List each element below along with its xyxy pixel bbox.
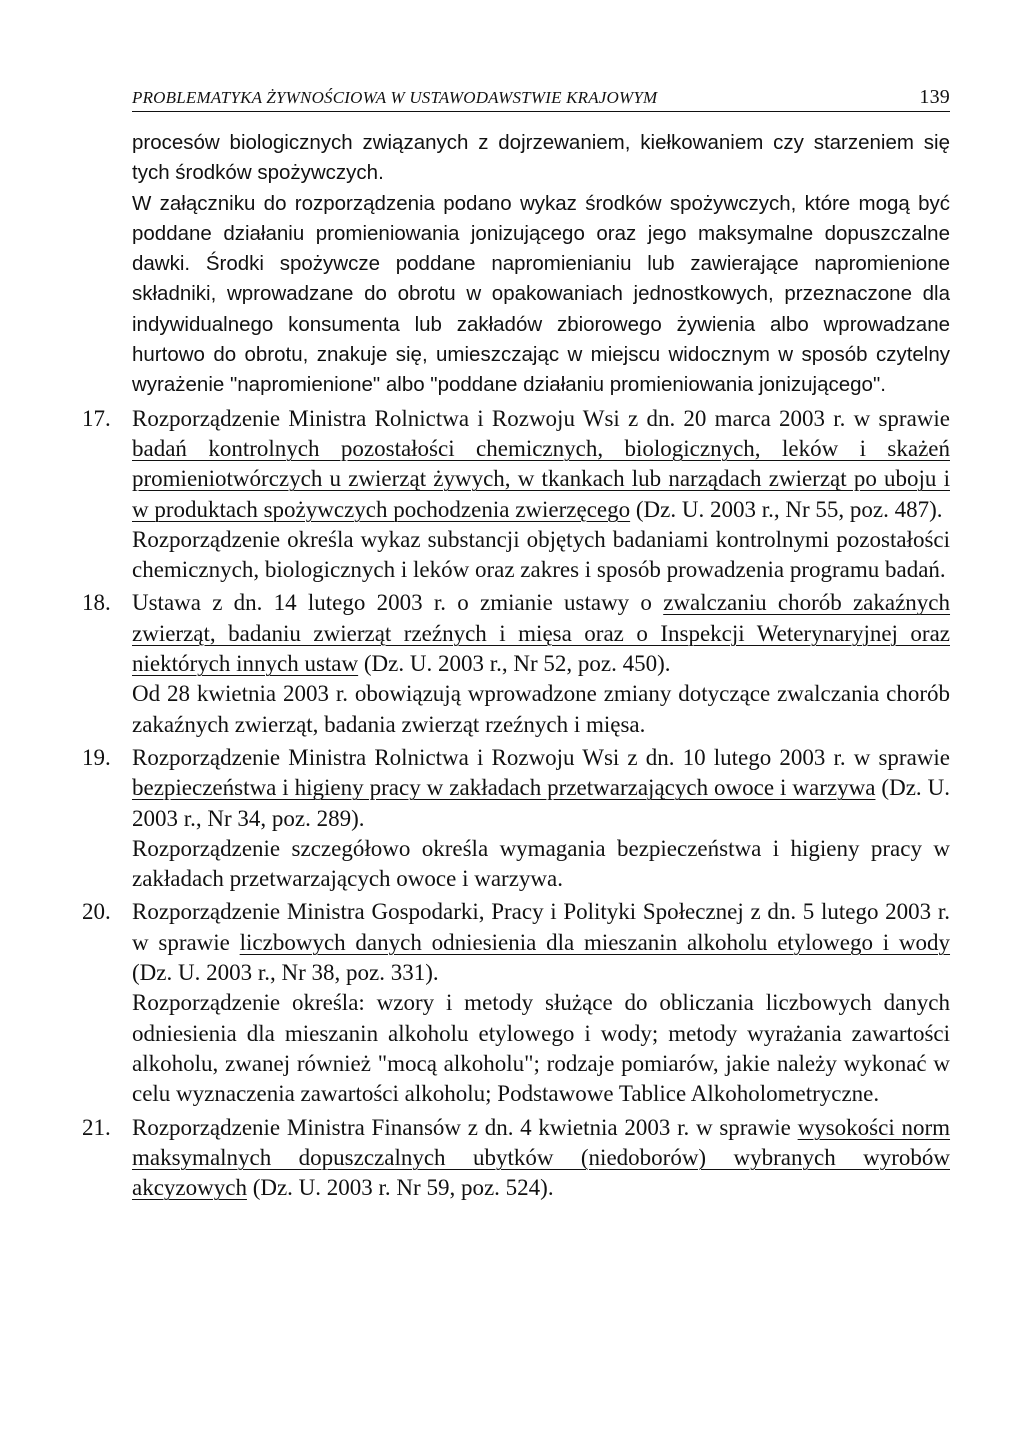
intro-sentence-3: Środki spożywcze poddane napromienianiu lub zawierające napromienione składniki, wprowadzane do obrotu w opakowaniach jednostkowych, przeznaczone dla indywidualnego konsumenta lub zakładów zbiorowego żywienia albo wprowadzane hurtowo do obrotu, znakuje się, umieszczając w miejscu widocznym w sposób czytelny wyrażenie "napromienione" albo "poddane działaniu promieniowania jonizującego". xyxy=(132,252,950,397)
entry-description: Od 28 kwietnia 2003 r. obowiązują wprowadzone zmiany dotyczące zwalczania chorób zakaźnych zwierząt, badania zwierząt rzeźnych i mięsa. xyxy=(132,681,950,737)
entry-subject-underlined: liczbowych danych odniesienia dla mieszanin alkoholu etylowego i wody xyxy=(239,929,951,955)
entry-number: 17. xyxy=(82,405,111,431)
list-entry-18 xyxy=(82,588,951,739)
list-entry-20 xyxy=(82,897,951,1109)
body-text xyxy=(82,128,951,1203)
entry-number: 21. xyxy=(82,1114,111,1140)
page-number: 139 xyxy=(919,86,950,108)
entry-title: Rozporządzenie Ministra Finansów z dn. 4 kwietnia 2003 r. w sprawie xyxy=(132,1114,791,1140)
entry-title: Ustawa z dn. 14 lutego 2003 r. o zmianie ustawy o xyxy=(132,590,652,616)
header-title: PROBLEMATYKA ŻYWNOŚCIOWA W USTAWODAWSTWIE KRAJOWYM xyxy=(132,88,658,107)
entry-number: 19. xyxy=(82,744,111,770)
entry-reference: (Dz. U. 2003 r., Nr 55, poz. 487). xyxy=(635,496,943,522)
entry-description: Rozporządzenie określa: wzory i metody służące do obliczania liczbowych danych odniesienia dla mieszanin alkoholu etylowego i wody; metody wyrażania zawartości alkoholu, zwanej również "mocą alkoholu"; rodzaje pomiarów, jakie należy wykonać w celu wyznaczenia zawartości alkoholu; Podstawowe Tablice Alkoholometryczne. xyxy=(132,990,950,1107)
document-page xyxy=(82,86,951,1203)
intro-sentence-2: W załączniku do rozporządzenia podano wykaz środków spożywczych, które mogą być poddane działaniu promieniowania jonizującego oraz jego maksymalne dopuszczalne dawki. xyxy=(132,191,950,276)
entry-title: Rozporządzenie Ministra Gospodarki, Pracy i Polityki Społecznej z dn. 5 lutego 2003 r. w sprawie xyxy=(132,899,950,955)
list-entry-21 xyxy=(82,1113,951,1204)
entry-subject-underlined: badań kontrolnych pozostałości chemicznych, biologicznych, leków i skażeń promieniotwórczych u zwierząt żywych, w tkankach lub narządach zwierząt po uboju i w produktach spożywczych pochodzenia zwierzęcego xyxy=(132,435,950,522)
entry-title: Rozporządzenie Ministra Rolnictwa i Rozwoju Wsi z dn. 10 lutego 2003 r. w sprawie xyxy=(132,744,950,770)
running-header xyxy=(132,86,950,112)
entry-description: Rozporządzenie określa wykaz substancji objętych badaniami kontrolnymi pozostałości chemicznych, biologicznych i leków oraz zakres i sposób prowadzenia programu badań. xyxy=(132,526,950,583)
intro-sentence-1: procesów biologicznych związanych z dojrzewaniem, kiełkowaniem czy starzeniem się tych środków spożywczych. xyxy=(132,131,950,185)
entry-subject-underlined: bezpieczeństwa i higieny pracy w zakładach przetwarzających owoce i warzywa xyxy=(132,775,876,801)
entry-description: Rozporządzenie szczegółowo określa wymagania bezpieczeństwa i higieny pracy w zakładach przetwarzających owoce i warzywa. xyxy=(132,835,950,892)
intro-paragraph-1 xyxy=(132,128,950,189)
entry-citation xyxy=(132,1113,950,1204)
intro-paragraph-2 xyxy=(132,189,950,401)
entry-subject-underlined: zwalczaniu chorób zakaźnych zwierząt, badaniu zwierząt rzeźnych i mięsa oraz o Inspekcji Weterynaryjnej oraz niektórych innych ustaw xyxy=(132,590,951,677)
entry-citation xyxy=(132,743,950,834)
list-entry-19 xyxy=(82,743,950,894)
entry-reference: (Dz. U. 2003 r. Nr 59, poz. 524). xyxy=(252,1175,554,1201)
entry-number: 20. xyxy=(82,899,111,925)
entry-reference: (Dz. U. 2003 r., Nr 52, poz. 450). xyxy=(363,651,671,677)
entry-title: Rozporządzenie Ministra Rolnictwa i Rozwoju Wsi z dn. 20 marca 2003 r. w sprawie xyxy=(132,405,950,431)
entry-citation xyxy=(132,404,950,525)
list-entry-17 xyxy=(82,404,950,586)
entry-citation xyxy=(132,897,950,988)
entry-number: 18. xyxy=(82,590,111,616)
entry-reference: (Dz. U. 2003 r., Nr 34, poz. 289). xyxy=(132,775,950,831)
entry-reference: (Dz. U. 2003 r., Nr 38, poz. 331). xyxy=(132,960,439,986)
entry-citation xyxy=(132,588,950,679)
entry-subject-underlined: wysokości norm maksymalnych dopuszczalnych ubytków (niedoborów) wybranych wyrobów akcyzowych xyxy=(132,1114,951,1201)
